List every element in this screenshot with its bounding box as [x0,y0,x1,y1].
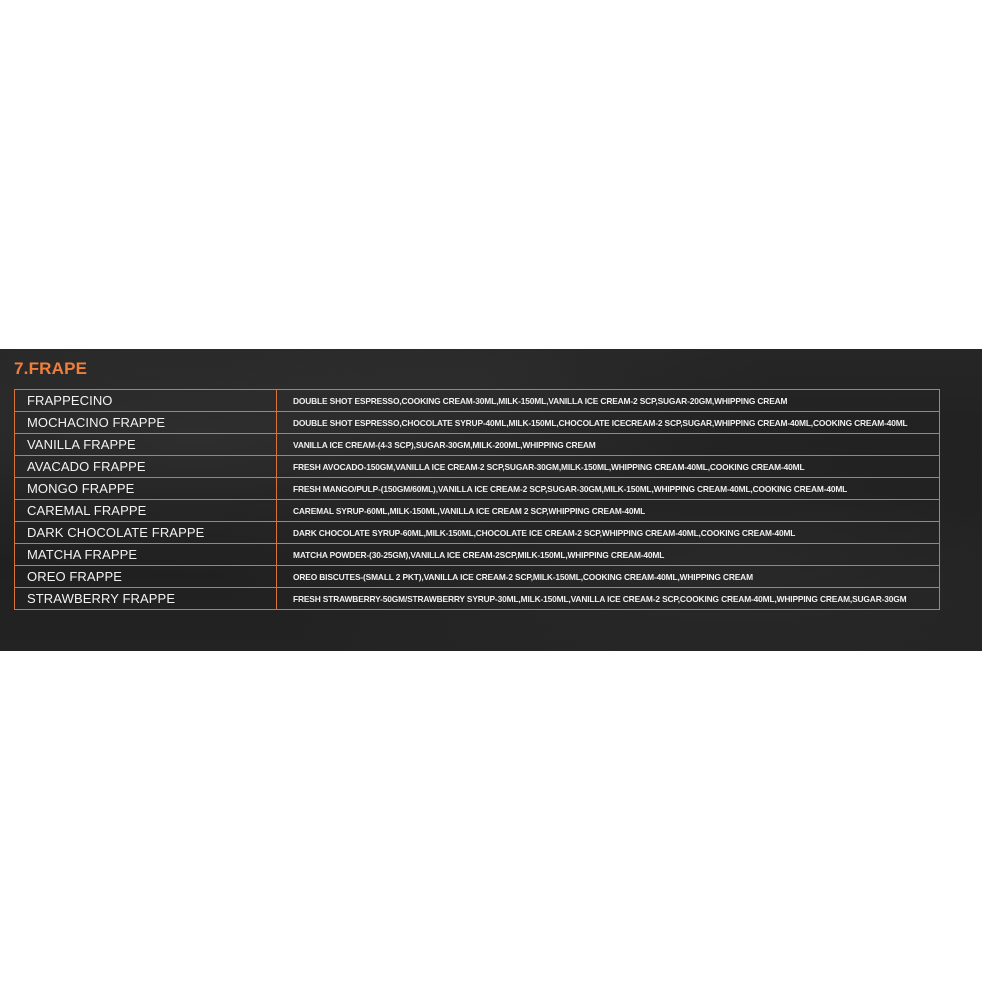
table-row [15,522,940,544]
item-recipe: MATCHA POWDER-(30-25GM),VANILLA ICE CREAM-2SCP,MILK-150ML,WHIPPING CREAM-40ML [277,544,940,566]
item-name: STRAWBERRY FRAPPE [15,588,277,610]
table-row [15,434,940,456]
item-recipe: FRESH MANGO/PULP-(150GM/60ML),VANILLA ICE CREAM-2 SCP,SUGAR-30GM,MILK-150ML,WHIPPING CREAM-40ML,COOKING CREAM-40ML [277,478,940,500]
table-row [15,390,940,412]
table-row [15,544,940,566]
item-name: FRAPPECINO [15,390,277,412]
item-recipe: CAREMAL SYRUP-60ML,MILK-150ML,VANILLA ICE CREAM 2 SCP,WHIPPING CREAM-40ML [277,500,940,522]
item-name: AVACADO FRAPPE [15,456,277,478]
item-name: MATCHA FRAPPE [15,544,277,566]
item-name: VANILLA FRAPPE [15,434,277,456]
item-name: OREO FRAPPE [15,566,277,588]
frape-menu-panel [0,349,982,651]
frape-recipe-table [14,389,940,610]
item-name: MOCHACINO FRAPPE [15,412,277,434]
item-name: DARK CHOCOLATE FRAPPE [15,522,277,544]
item-recipe: DARK CHOCOLATE SYRUP-60ML,MILK-150ML,CHOCOLATE ICE CREAM-2 SCP,WHIPPING CREAM-40ML,COOKING CREAM-40ML [277,522,940,544]
table-row [15,456,940,478]
item-recipe: DOUBLE SHOT ESPRESSO,COOKING CREAM-30ML,MILK-150ML,VANILLA ICE CREAM-2 SCP,SUGAR-20GM,WHIPPING CREAM [277,390,940,412]
item-name: CAREMAL FRAPPE [15,500,277,522]
table-row [15,412,940,434]
item-recipe: OREO BISCUTES-(SMALL 2 PKT),VANILLA ICE CREAM-2 SCP,MILK-150ML,COOKING CREAM-40ML,WHIPPING CREAM [277,566,940,588]
table-row [15,500,940,522]
item-recipe: DOUBLE SHOT ESPRESSO,CHOCOLATE SYRUP-40ML,MILK-150ML,CHOCOLATE ICECREAM-2 SCP,SUGAR,WHIPPING CREAM-40ML,COOKING CREAM-40ML [277,412,940,434]
table-row [15,478,940,500]
item-recipe: FRESH AVOCADO-150GM,VANILLA ICE CREAM-2 SCP,SUGAR-30GM,MILK-150ML,WHIPPING CREAM-40ML,COOKING CREAM-40ML [277,456,940,478]
table-row [15,588,940,610]
item-recipe: VANILLA ICE CREAM-(4-3 SCP),SUGAR-30GM,MILK-200ML,WHIPPING CREAM [277,434,940,456]
item-name: MONGO FRAPPE [15,478,277,500]
item-recipe: FRESH STRAWBERRY-50GM/STRAWBERRY SYRUP-30ML,MILK-150ML,VANILLA ICE CREAM-2 SCP,COOKING CREAM-40ML,WHIPPING CREAM,SUGAR-30GM [277,588,940,610]
section-title: 7.FRAPE [14,359,88,378]
table-row [15,566,940,588]
